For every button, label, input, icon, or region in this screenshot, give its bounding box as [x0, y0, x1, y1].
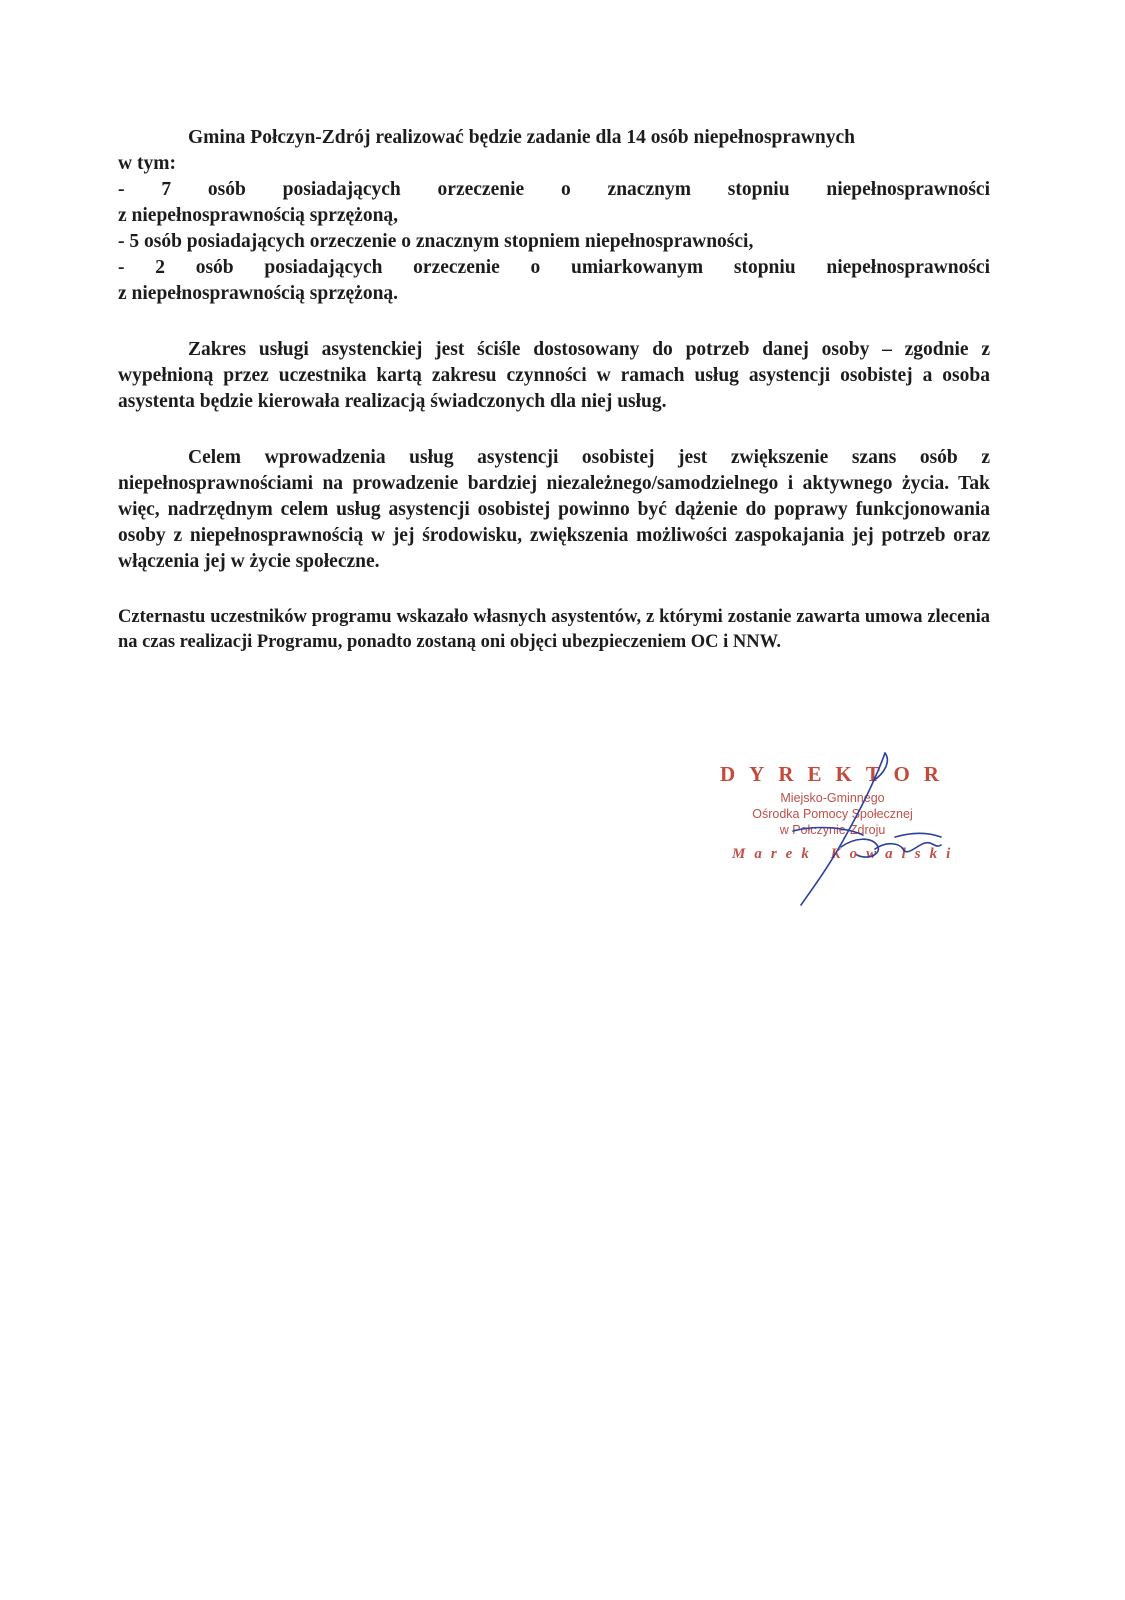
list-item-7-persons: - 7 osób posiadających orzeczenie o znacznym stopniu niepełnosprawności [118, 179, 990, 200]
stamp-director-name: Marek Kowalski [732, 846, 960, 862]
list-item-5-persons: - 5 osób posiadających orzeczenie o znacznym stopniem niepełnosprawności, [118, 231, 754, 252]
handwritten-signature [745, 745, 965, 915]
paragraph-participants: Czternastu uczestników programu wskazało własnych asystentów, z którymi zostanie zawarta umowa zlecenia na czas realizacji Programu, ponadto zostaną oni objęci ubezpieczeniem OC i NNW. [118, 607, 990, 652]
list-item-2-persons: - 2 osób posiadających orzeczenie o umiarkowanym stopniu niepełnosprawności [118, 257, 990, 278]
stamp-institution-line-3: w Połczynie-Zdroju [779, 823, 886, 837]
stamp-title: DYREKTOR [720, 762, 953, 786]
list-item-7-persons-continuation: z niepełnosprawnością sprzężoną, [118, 205, 399, 226]
stamp-institution-line-2: Ośrodka Pomocy Społecznej [752, 807, 913, 821]
paragraph-service-goal: Celem wprowadzenia usług asystencji osobistej jest zwiększenie szans osób z niepełnosprawnościami na prowadzenie bardziej niezależnego/samodzielnego i aktywnego życia. Tak więc, nadrzędnym celem usług asystencji osobistej powinno być dążenie do poprawy funkcjonowania osoby z niepełnosprawnością w jej środowisku, zwiększenia możliwości zaspokajania jej potrzeb oraz włączenia jej w życie społeczne. [118, 447, 990, 572]
document-body [118, 125, 990, 685]
list-item-2-persons-continuation: z niepełnosprawnością sprzężoną. [118, 283, 399, 304]
stamp-institution-line-1: Miejsko-Gminnego [780, 791, 885, 805]
paragraph-task-summary [118, 125, 990, 307]
task-intro-line: Gmina Połczyn-Zdrój realizować będzie zadanie dla 14 osób niepełnosprawnych [188, 127, 855, 148]
task-intro-continuation: w tym: [118, 153, 176, 174]
paragraph-service-scope: Zakres usługi asystenckiej jest ściśle dostosowany do potrzeb danej osoby – zgodnie z wypełnioną przez uczestnika kartą zakresu czynności w ramach usług asystencji osobistej a osoba asystenta będzie kierowała realizacją świadczonych dla niej usług. [118, 339, 990, 412]
